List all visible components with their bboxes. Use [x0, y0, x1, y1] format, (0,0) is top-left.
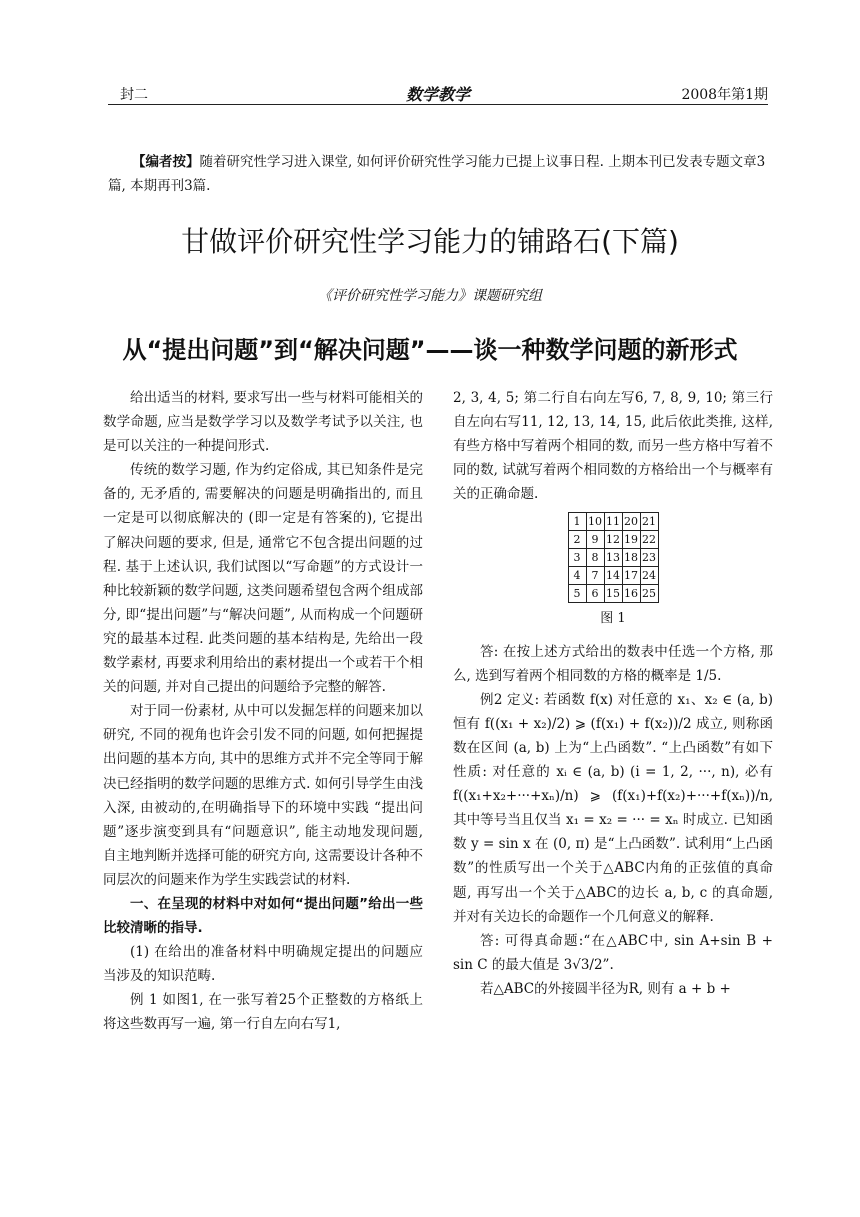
grid-cell: 17 — [622, 567, 640, 585]
paragraph: 给出适当的材料, 要求写出一些与材料可能相关的数学命题, 应当是数学学习以及数学考试予以关注, 也是可以关注的一种提问形式. — [103, 390, 423, 455]
grid-cell: 22 — [640, 531, 658, 549]
grid-cell: 19 — [622, 531, 640, 549]
paragraph: 2, 3, 4, 5; 第二行自右向左写6, 7, 8, 9, 10; 第三行自左向右写11, 12, 13, 14, 15, 此后依此类推, 这样, 有些方格中写着两个相同的数, 而另一些方格中写着不同的数, 试就写着两个相同数的方格给出一个与概率有关的正确命题. — [453, 390, 773, 503]
grid-cell: 16 — [622, 585, 640, 603]
grid-cell: 15 — [604, 585, 622, 603]
paragraph: 传统的数学习题, 作为约定俗成, 其已知条件是完备的, 无矛盾的, 需要解决的问题是明确指出的, 而且一定是可以彻底解决的 (即一定是有答案的), 它提出了解决问题的要求, 但是, 通常它不包含提出问题的过程. 基于上述认识, 我们试图以“写命题”的方式设计一种比较新颖的数学问题, 这类问题希望包含两个组成部分, 即“提出问题”与“解决问题”, 从而构成一个问题研究的最基本过程. 此类问题的基本结构是, 先给出一段数学素材, 再要求利用给出的素材提出一个或若干个相关的问题, 并对自己提出的问题给予完整的解答. — [103, 462, 423, 696]
grid-cell: 14 — [604, 567, 622, 585]
paragraph: 例2 定义: 若函数 f(x) 对任意的 x₁、x₂ ∈ (a, b) 恒有 f((x₁ + x₂)/2) ⩾ (f(x₁) + f(x₂))/2 成立, 则称函数在区间 (a, b) 上为“上凸函数”. “上凸函数”有如下性质: 对任意的 xᵢ ∈ (a, b) (i = 1, 2, ···, n), 必有 f((x₁+x₂+···+xₙ)/n) ⩾ (f(x₁)+f(x₂)+···+f(xₙ))/n, 其中等号当且仅当 x₁ = x₂ = ··· = xₙ 时成立. 已知函数 y = sin x 在 (0, π) 是“上凸函数”. 试利用“上凸函数”的性质写出一个关于△ABC内角的正弦值的真命题, 再写出一个关于△ABC的边长 a, b, c 的真命题, 并对有关边长的命题作一个几何意义的解释. — [453, 691, 773, 925]
grid-cell: 20 — [622, 513, 640, 531]
grid-cell: 10 — [586, 513, 604, 531]
grid-cell: 3 — [568, 549, 586, 567]
article-subtitle: 从“提出问题”到“解决问题”——谈一种数学问题的新形式 — [122, 336, 738, 364]
grid-cell: 7 — [586, 567, 604, 585]
right-column — [453, 386, 773, 1001]
grid-cell: 8 — [586, 549, 604, 567]
grid-cell: 23 — [640, 549, 658, 567]
grid-cell: 13 — [604, 549, 622, 567]
grid-cell: 18 — [622, 549, 640, 567]
header-left: 封二 — [120, 87, 148, 103]
grid-cell: 9 — [586, 531, 604, 549]
grid-cell: 2 — [568, 531, 586, 549]
article-title: 甘做评价研究性学习能力的铺路石(下篇) — [181, 225, 679, 258]
running-header — [108, 82, 768, 105]
section-heading: 一、在呈现的材料中对如何“提出问题”给出一些比较清晰的指导. — [103, 895, 423, 937]
grid-cell: 6 — [586, 585, 604, 603]
paragraph: 对于同一份素材, 从中可以发掘怎样的问题来加以研究, 不同的视角也许会引发不同的问题, 如何把握提出问题的基本方向, 其中的思维方式并不完全等同于解决已经指明的数学问题的思维方式. 如何引导学生由浅入深, 由被动的,在明确指导下的环境中实践 “提出问题”逐步演变到具有“问题意识”, 能主动地发现问题, 自主地判断并选择可能的研究方向, 这需要设计各种不同层次的问题来作为学生实践尝试的材料. — [103, 703, 423, 888]
paragraph: 答: 可得真命题:“在△ABC中, sin A+sin B + sin C 的最大值是 3√3/2”. — [453, 932, 773, 973]
journal-name: 数学教学 — [405, 85, 470, 104]
grid-cell: 12 — [604, 531, 622, 549]
grid-cell: 1 — [568, 513, 586, 531]
grid-cell: 25 — [640, 585, 658, 603]
paragraph: 例 1 如图1, 在一张写着25个正整数的方格纸上将这些数再写一遍, 第一行自左向右写1, — [103, 992, 423, 1033]
issue-label: 2008年第1期 — [681, 87, 768, 103]
editor-note — [108, 150, 768, 198]
paragraph: (1) 在给出的准备材料中明确规定提出的问题应当涉及的知识范畴. — [103, 944, 423, 985]
figure-caption: 图 1 — [600, 611, 626, 627]
grid-cell: 24 — [640, 567, 658, 585]
editor-note-text: 随着研究性学习进入课堂, 如何评价研究性学习能力已提上议事日程. 上期本刊已发表专题文章3篇, 本期再刊3篇. — [108, 154, 766, 194]
paragraph: 若△ABC的外接圆半径为R, 则有 a + b + — [480, 980, 731, 997]
editor-note-label: 【编者按】 — [132, 154, 200, 170]
grid-cell: 11 — [604, 513, 622, 531]
paragraph: 答: 在按上述方式给出的数表中任选一个方格, 那么, 选到写着两个相同数的方格的概率是 1/5. — [453, 643, 773, 684]
probability-fraction: 1/5 — [695, 667, 718, 684]
grid-cell: 5 — [568, 585, 586, 603]
grid-cell: 21 — [640, 513, 658, 531]
left-column — [103, 386, 423, 1037]
grid-cell: 4 — [568, 567, 586, 585]
article-author: 《评价研究性学习能力》课题研究组 — [318, 288, 542, 304]
number-grid-figure — [568, 512, 659, 603]
